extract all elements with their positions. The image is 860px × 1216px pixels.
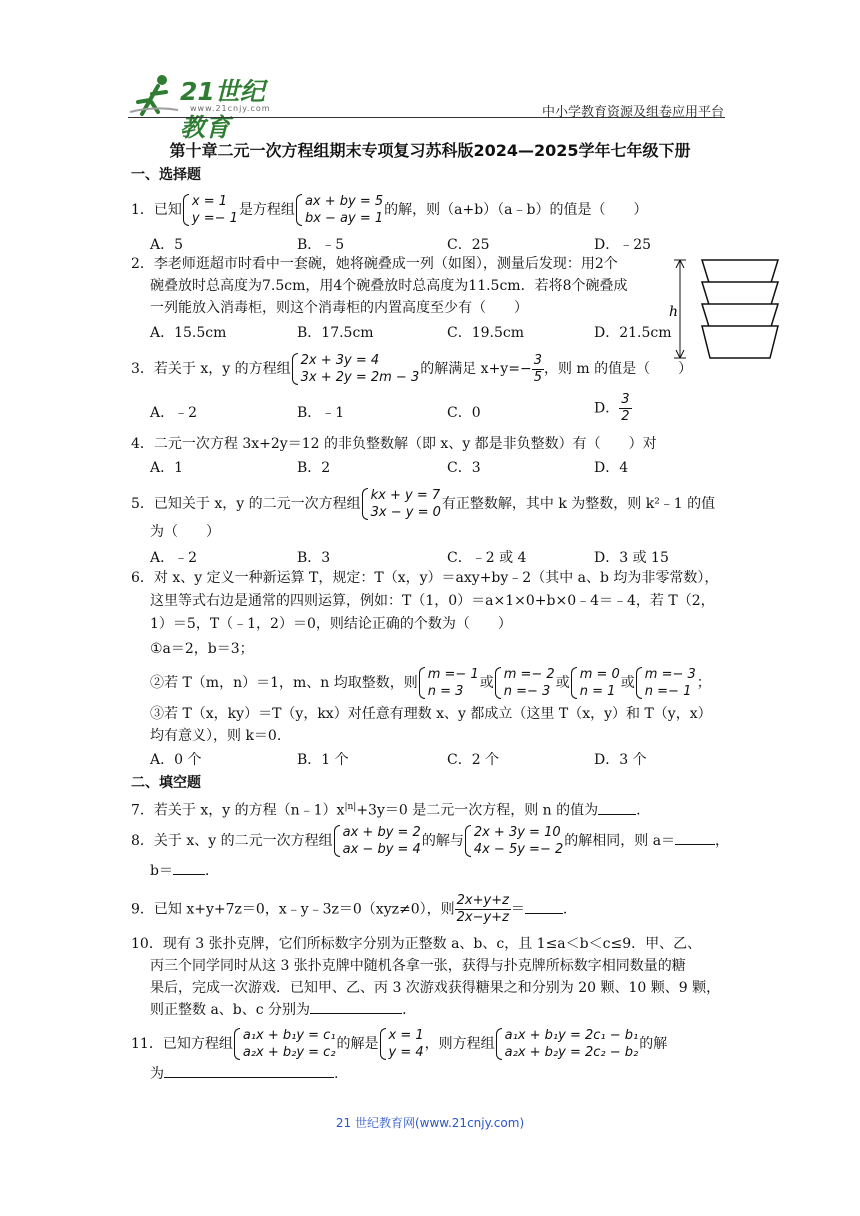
q3-option-c: C．0: [447, 405, 481, 421]
question-2-line-1: 2．李老师逛超市时看中一套碗，她将碗叠成一列（如图），测量后发现：用2个: [131, 256, 618, 272]
question-2-line-2: 碗叠放时总高度为7.5cm，用4个碗叠放时总高度为11.5cm．若将8个碗叠成: [150, 278, 628, 294]
system-1a: x = 1 y =− 1: [183, 193, 238, 227]
page-title: 第十章二元一次方程组期末专项复习苏科版2024—2025学年七年级下册: [169, 141, 691, 160]
question-2-line-3: 一列能放入消毒柜，则这个消毒柜的内置高度至少有（ ）: [150, 300, 528, 316]
system-1b: ax + by = 5 bx − ay = 1: [296, 193, 383, 227]
question-11: 11．已知方程组 a₁x + b₁y = c₁ a₂x + b₂y = c₂ 的解是 x = 1 y = 4 ，则方程组 a₁x + b₁y = 2c₁ − b₁ a₂x + b₂y = 2c₂ − b₂ 的解: [131, 1028, 668, 1060]
answer-blank-11: [164, 1077, 334, 1078]
question-8: 8．关于 x、y 的二元一次方程组 ax + by = 2 ax − by = 4 的解与 2x + 3y = 10 4x − 5y =− 2 的解相同，则 a＝ ，: [131, 825, 730, 857]
section-choice: 一、选择题: [131, 167, 201, 183]
question-4: 4．二元一次方程 3x+2y＝12 的非负整数解（即 x、y 都是非负整数）有（ ）对: [131, 436, 657, 452]
q4-option-b: B．2: [297, 460, 331, 476]
answer-blank-8a: [675, 844, 715, 845]
q3-option-d: D． $\frac{3}{2}$: [594, 392, 630, 424]
q6-option-b: B．1 个: [297, 752, 349, 768]
question-11-line-2: 为 .: [150, 1066, 339, 1082]
question-10-line-3: 果后，完成一次游戏．已知甲、乙、丙 3 次游戏获得糖果之和分别为 20 颗、10 颗、9 颗，: [150, 980, 721, 996]
q1-option-d: D．﹣25: [594, 237, 652, 253]
platform-name: 中小学教育资源及组卷应用平台: [541, 105, 724, 120]
question-5: 5．已知关于 x，y 的二元一次方程组 kx + y = 7 3x − y = 0 有正整数解，其中 k 为整数，则 k²﹣1 的值: [131, 488, 716, 520]
answer-blank-7: [598, 814, 636, 815]
header-divider: [128, 117, 725, 118]
stacked-bowls-figure: [666, 256, 784, 362]
question-6-line-1: 6．对 x、y 定义一种新运算 T，规定：T（x，y）＝axy+by﹣2（其中 a、b 均为非零常数），: [131, 570, 719, 586]
q4-option-a: A．1: [150, 460, 184, 476]
logo: [128, 72, 288, 142]
svg-text:h: h: [669, 304, 679, 320]
question-6-line-2: 这里等式右边是通常的四则运算，例如：T（1，0）＝a×1×0+b×0﹣4＝﹣4，若 T（2，: [150, 593, 715, 609]
fraction-3-5: $\frac{3}{5}$: [533, 352, 542, 385]
q4-option-c: C．3: [447, 460, 481, 476]
answer-blank-9: [525, 913, 563, 914]
q6-option-c: C．2 个: [447, 752, 500, 768]
q5-option-c: C．﹣2 或 4: [447, 550, 527, 566]
q2-option-c: C．19.5cm: [447, 325, 524, 341]
question-9: 9．已知 x+y+7z＝0，x﹣y﹣3z＝0（xyz≠0），则 $\frac{2x+y+z}{2x-y+z}$ ＝ .: [131, 893, 568, 925]
section-fill: 二、填空题: [131, 775, 201, 791]
logo-text: 21世纪教育: [180, 77, 265, 142]
q2-option-d: D．21.5cm: [594, 325, 672, 341]
question-5-line-2: 为（ ）: [150, 524, 220, 540]
answer-blank-8b: [173, 874, 205, 875]
q1-option-b: B．﹣5: [297, 237, 345, 253]
logo-url: www.21cnjy.com: [190, 104, 271, 113]
q1-option-a: A．5: [150, 237, 184, 253]
system-5: kx + y = 7 3x − y = 0: [362, 487, 441, 521]
q5-option-d: D．3 或 15: [594, 550, 669, 566]
question-3: 3．若关于 x，y 的方程组 2x + 3y = 4 3x + 2y = 2m − 3 的解满足 x+y=− $\frac{3}{5}$ ，则 m 的值是（ ）: [131, 352, 693, 385]
runner-logo-icon: [128, 72, 180, 116]
question-7: 7．若关于 x，y 的方程$(n﹣1)x^{|n|}+3y=0$ 是二元一次方程，则 n 的值为 .: [131, 802, 641, 819]
q2-option-b: B．17.5cm: [297, 325, 374, 341]
question-1: 1．已知 x = 1 y =− 1 是方程组 ax + by = 5 bx − ay = 1 的解，则（a+b）（a﹣b）的值是（ ）: [131, 194, 648, 226]
question-10-line-1: 10．现有 3 张扑克牌，它们所标数字分别为正整数 a、b、c，且 1≤a＜b＜c≤9．甲、乙、: [131, 936, 702, 952]
q6-option-d: D．3 个: [594, 752, 647, 768]
q3-option-b: B．﹣1: [297, 405, 345, 421]
question-6-line-3: 1）＝5，T（﹣1，2）＝0，则结论正确的个数为（ ）: [150, 616, 512, 632]
question-10-line-2: 丙三个同学同时从这 3 张扑克牌中随机各拿一张，获得与扑克牌所标数字相同数量的糖: [150, 958, 686, 974]
q2-option-a: A．15.5cm: [150, 325, 227, 341]
question-6-conclusion-1: ①a＝2，b＝3；: [150, 641, 254, 657]
system-3: 2x + 3y = 4 3x + 2y = 2m − 3: [292, 352, 420, 386]
q4-option-d: D．4: [594, 460, 629, 476]
q3-option-a: A．﹣2: [150, 405, 198, 421]
q5-option-a: A．﹣2: [150, 550, 198, 566]
q6-option-a: A．0 个: [150, 752, 202, 768]
q1-option-c: C．25: [447, 237, 490, 253]
question-10-line-4: 则正整数 a、b、c 分别为 ．: [150, 1002, 417, 1018]
footer-link[interactable]: 21 世纪教育网(www.21cnjy.com): [335, 1116, 525, 1130]
question-6-conclusion-3b: 均有意义），则 k＝0.: [150, 728, 282, 744]
answer-blank-10: [310, 1013, 402, 1014]
question-6-conclusion-2: ②若 T（m，n）＝1，m、n 均取整数，则 m =− 1 n = 3 或 m =− 2 n =− 3 或 m = 0 n = 1 或 m =− 3 n =− 1 ；: [150, 667, 711, 699]
question-6-conclusion-3: ③若 T（x，ky）＝T（y，kx）对任意有理数 x、y 都成立（这里 T（x，y）和 T（y，x）: [150, 706, 712, 722]
q5-option-b: B．3: [297, 550, 331, 566]
question-8-line-2: b＝ ．: [150, 863, 219, 879]
